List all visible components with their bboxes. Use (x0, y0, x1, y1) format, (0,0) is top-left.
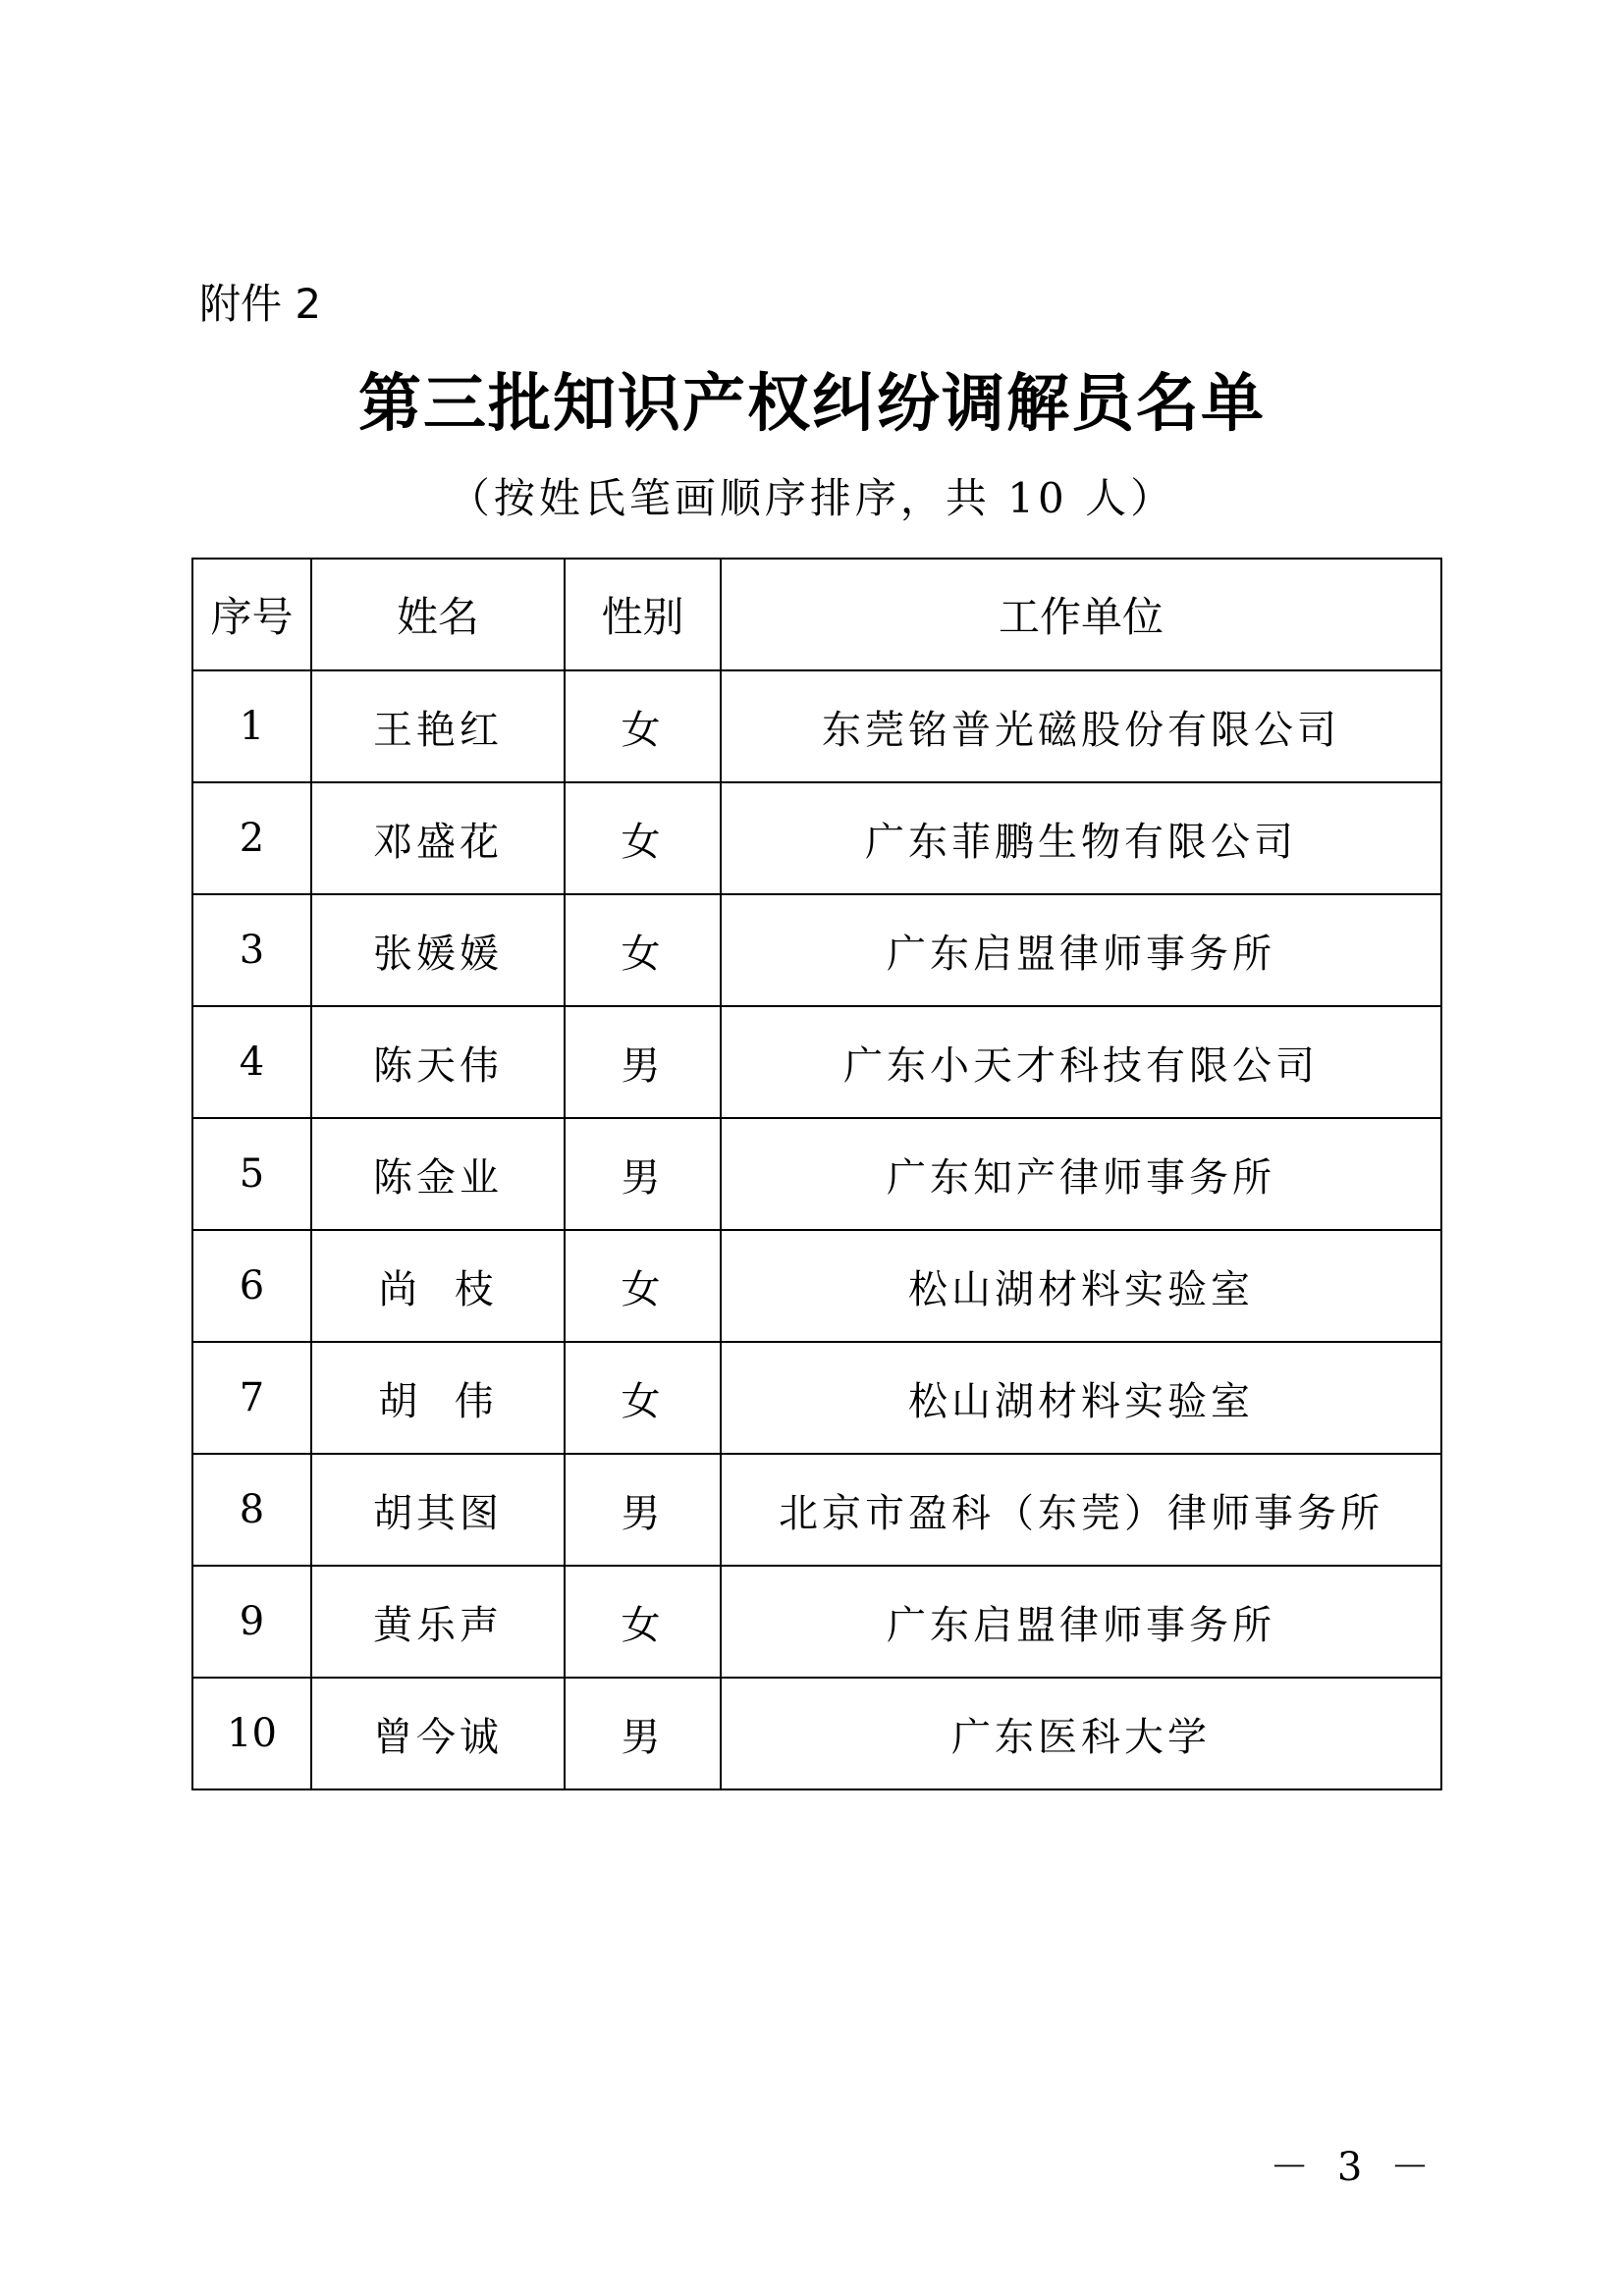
mediator-table (191, 558, 1442, 1790)
cell-index: 2 (192, 782, 311, 894)
cell-gender: 男 (565, 1118, 721, 1230)
table-row (192, 1454, 1441, 1566)
table-row (192, 670, 1441, 782)
cell-gender: 女 (565, 670, 721, 782)
cell-employer: 松山湖材料实验室 (721, 1230, 1441, 1342)
cell-employer: 松山湖材料实验室 (721, 1342, 1441, 1454)
cell-employer: 广东启盟律师事务所 (721, 1566, 1441, 1678)
cell-name: 胡 伟 (311, 1342, 565, 1454)
cell-index: 10 (192, 1678, 311, 1789)
table-row (192, 1230, 1441, 1342)
cell-employer: 北京市盈科（东莞）律师事务所 (721, 1454, 1441, 1566)
table-row (192, 1006, 1441, 1118)
header-employer: 工作单位 (721, 559, 1441, 670)
cell-employer: 广东菲鹏生物有限公司 (721, 782, 1441, 894)
document-title: 第三批知识产权纠纷调解员名单 (358, 367, 1266, 441)
cell-index: 5 (192, 1118, 311, 1230)
table-row (192, 1342, 1441, 1454)
cell-employer: 广东启盟律师事务所 (721, 894, 1441, 1006)
cell-gender: 男 (565, 1678, 721, 1789)
cell-name: 尚 枝 (311, 1230, 565, 1342)
cell-gender: 男 (565, 1454, 721, 1566)
cell-gender: 女 (565, 782, 721, 894)
header-name: 姓名 (311, 559, 565, 670)
cell-gender: 女 (565, 1566, 721, 1678)
cell-name: 黄乐声 (311, 1566, 565, 1678)
cell-employer: 广东小天才科技有限公司 (721, 1006, 1441, 1118)
cell-name: 陈金业 (311, 1118, 565, 1230)
cell-name: 胡其图 (311, 1454, 565, 1566)
table-row (192, 1678, 1441, 1789)
cell-gender: 女 (565, 1230, 721, 1342)
table-row (192, 894, 1441, 1006)
table-row (192, 1118, 1441, 1230)
cell-gender: 女 (565, 1342, 721, 1454)
cell-index: 1 (192, 670, 311, 782)
cell-name: 陈天伟 (311, 1006, 565, 1118)
cell-index: 7 (192, 1342, 311, 1454)
table-row (192, 782, 1441, 894)
cell-gender: 女 (565, 894, 721, 1006)
cell-index: 4 (192, 1006, 311, 1118)
document-subtitle: （按姓氏笔画顺序排序，共 10 人） (448, 474, 1176, 522)
cell-index: 9 (192, 1566, 311, 1678)
attachment-label: 附件 2 (199, 280, 322, 328)
header-gender: 性别 (565, 559, 721, 670)
cell-name: 邓盛花 (311, 782, 565, 894)
cell-name: 曾今诚 (311, 1678, 565, 1789)
cell-gender: 男 (565, 1006, 721, 1118)
cell-name: 张媛媛 (311, 894, 565, 1006)
page-number: － 3 － (1270, 2145, 1437, 2190)
cell-name: 王艳红 (311, 670, 565, 782)
cell-employer: 广东知产律师事务所 (721, 1118, 1441, 1230)
table-header-row (192, 559, 1441, 670)
cell-employer: 广东医科大学 (721, 1678, 1441, 1789)
cell-employer: 东莞铭普光磁股份有限公司 (721, 670, 1441, 782)
cell-index: 6 (192, 1230, 311, 1342)
header-index: 序号 (192, 559, 311, 670)
cell-index: 8 (192, 1454, 311, 1566)
cell-index: 3 (192, 894, 311, 1006)
table-row (192, 1566, 1441, 1678)
